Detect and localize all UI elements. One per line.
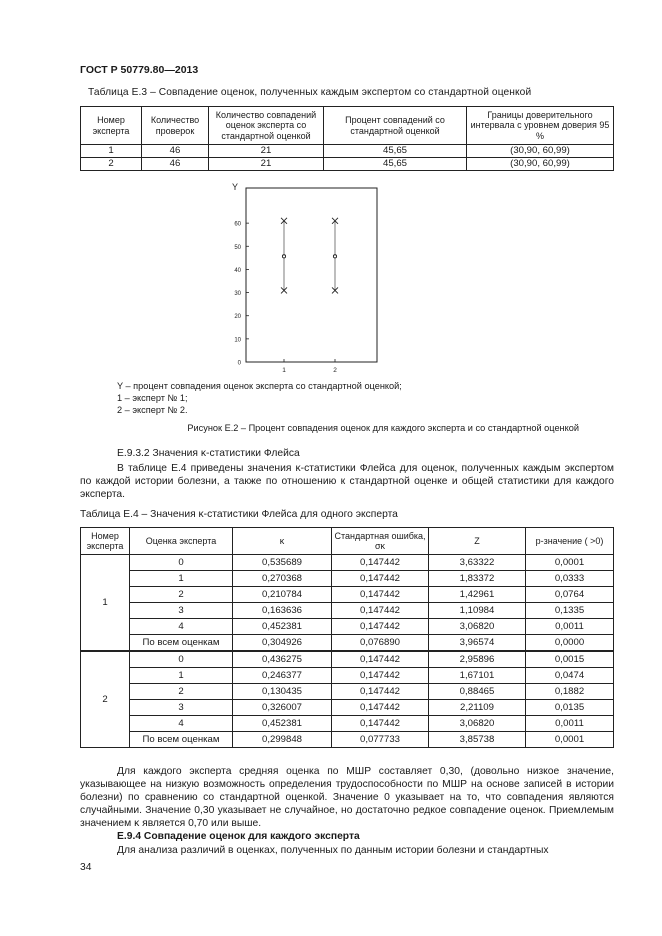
- estimate-point: [282, 255, 285, 258]
- table-e4: [80, 527, 614, 748]
- table-cell: 1,83372: [429, 571, 526, 587]
- table-cell: 21: [209, 158, 324, 171]
- table-cell: 0,0011: [526, 619, 614, 635]
- table-cell: 0,210784: [233, 587, 332, 603]
- y-tick-label: 40: [234, 267, 241, 274]
- table-row: [81, 571, 614, 587]
- section-title: Е.9.3.2 Значения κ-статистики Флейса: [117, 448, 300, 459]
- table-cell: 0,076890: [332, 635, 429, 652]
- table-cell: 0,0011: [526, 716, 614, 732]
- table-cell: 0,436275: [233, 651, 332, 668]
- table-header-cell: Количество совпадений оценок эксперта со стандартной оценкой: [209, 107, 324, 145]
- table-header-cell: Номер эксперта: [81, 107, 142, 145]
- table-cell: По всем оценкам: [130, 635, 233, 652]
- table-row: [81, 619, 614, 635]
- table-cell: 1: [130, 668, 233, 684]
- table-cell: 46: [142, 158, 209, 171]
- table-cell: 0,147442: [332, 571, 429, 587]
- table-row: [81, 684, 614, 700]
- table-cell: 46: [142, 145, 209, 158]
- y-tick-label: 60: [234, 221, 241, 228]
- table-header-cell: Количество проверок: [142, 107, 209, 145]
- table-row: [81, 603, 614, 619]
- figure-caption: Рисунок Е.2 – Процент совпадения оценок для каждого эксперта и со стандартной оценкой: [187, 423, 579, 433]
- document-header: ГОСТ Р 50779.80—2013: [80, 64, 199, 76]
- table-cell: 0,147442: [332, 587, 429, 603]
- table-cell: 4: [130, 716, 233, 732]
- table-row: [81, 145, 614, 158]
- table-cell: 0,452381: [233, 619, 332, 635]
- table-cell: 3,96574: [429, 635, 526, 652]
- table-header-cell: Z: [429, 528, 526, 555]
- table-row: [81, 158, 614, 171]
- table-cell: 0,1882: [526, 684, 614, 700]
- table-header-cell: Стандартная ошибка, σκ: [332, 528, 429, 555]
- table-cell: 1,67101: [429, 668, 526, 684]
- table-cell: 0,0333: [526, 571, 614, 587]
- table-header-cell: Границы доверительного интервала с уровнем доверия 95 %: [467, 107, 614, 145]
- table-cell: 2: [130, 684, 233, 700]
- table-cell: 1,42961: [429, 587, 526, 603]
- plot-frame: [246, 188, 377, 362]
- table-cell: 2: [81, 158, 142, 171]
- table-row: [81, 732, 614, 748]
- table-cell: По всем оценкам: [130, 732, 233, 748]
- table-row: [81, 668, 614, 684]
- y-tick-label: 20: [234, 314, 241, 321]
- table-cell: 45,65: [324, 158, 467, 171]
- table-cell: 3,06820: [429, 619, 526, 635]
- table-header-cell: Оценка эксперта: [130, 528, 233, 555]
- table-cell: 3,63322: [429, 555, 526, 571]
- table-cell: 1: [130, 571, 233, 587]
- table-row: [81, 716, 614, 732]
- table-cell: 0,246377: [233, 668, 332, 684]
- table-cell: 3,85738: [429, 732, 526, 748]
- table-row: [81, 587, 614, 603]
- table-cell: 3: [130, 700, 233, 716]
- table-cell: 0,0015: [526, 651, 614, 668]
- table-row: [81, 651, 614, 668]
- table-cell: 0,535689: [233, 555, 332, 571]
- table-cell: 2,21109: [429, 700, 526, 716]
- y-tick-label: 30: [234, 291, 241, 298]
- table-cell: 0,147442: [332, 716, 429, 732]
- table-cell: 0,130435: [233, 684, 332, 700]
- table-cell: 0,147442: [332, 684, 429, 700]
- table-cell: 0,147442: [332, 555, 429, 571]
- estimate-point: [333, 255, 336, 258]
- table-cell: 0,326007: [233, 700, 332, 716]
- table-cell: 0,0474: [526, 668, 614, 684]
- table-cell: 0,163636: [233, 603, 332, 619]
- paragraph: Для анализа различий в оценках, полученных по данным истории болезни и стандартных: [117, 845, 549, 856]
- table-row: [81, 635, 614, 652]
- y-axis-label: Y: [232, 182, 239, 192]
- y-tick-label: 10: [234, 337, 241, 344]
- table-cell: 21: [209, 145, 324, 158]
- table-e4-header-row: [81, 528, 614, 555]
- x-tick-label: 1: [282, 367, 286, 374]
- section-title: Е.9.4 Совпадение оценок для каждого эксперта: [117, 831, 360, 842]
- table-cell: 3,06820: [429, 716, 526, 732]
- figure-e2-chart: [222, 178, 382, 378]
- table-cell: 0,0001: [526, 555, 614, 571]
- table-cell: 0,299848: [233, 732, 332, 748]
- table-cell: 0,147442: [332, 700, 429, 716]
- table-cell: (30,90, 60,99): [467, 158, 614, 171]
- table-cell: 2: [130, 587, 233, 603]
- table-header-cell: Номер эксперта: [81, 528, 130, 555]
- table-cell: 0,147442: [332, 619, 429, 635]
- table-cell: 1: [81, 555, 130, 652]
- y-tick-label: 0: [237, 360, 241, 367]
- table-cell: 0,0001: [526, 732, 614, 748]
- page-number: 34: [80, 862, 92, 873]
- table-header-cell: κ: [233, 528, 332, 555]
- y-tick-label: 50: [234, 244, 241, 251]
- table-cell: 3: [130, 603, 233, 619]
- table-cell: 0: [130, 651, 233, 668]
- table-e3: [80, 106, 614, 171]
- table-header-cell: Процент совпадений со стандартной оценкой: [324, 107, 467, 145]
- table-cell: 1: [81, 145, 142, 158]
- table-cell: (30,90, 60,99): [467, 145, 614, 158]
- table-e4-caption: Таблица Е.4 – Значения κ-статистики Флейса для одного эксперта: [80, 509, 398, 520]
- legend-item: 1 – эксперт № 1;: [117, 393, 188, 403]
- table-row: [81, 555, 614, 571]
- table-row: [81, 700, 614, 716]
- table-cell: 0,077733: [332, 732, 429, 748]
- table-cell: 0,1335: [526, 603, 614, 619]
- table-cell: 2: [81, 651, 130, 748]
- table-cell: 0,147442: [332, 651, 429, 668]
- table-cell: 0,304926: [233, 635, 332, 652]
- table-cell: 2,95896: [429, 651, 526, 668]
- table-cell: 0: [130, 555, 233, 571]
- table-header-cell: p-значение ( >0): [526, 528, 614, 555]
- table-cell: 0,88465: [429, 684, 526, 700]
- table-cell: 0,0135: [526, 700, 614, 716]
- table-e3-header-row: [81, 107, 614, 145]
- table-cell: 45,65: [324, 145, 467, 158]
- legend-item: 2 – эксперт № 2.: [117, 405, 188, 415]
- table-cell: 1,10984: [429, 603, 526, 619]
- table-cell: 0,147442: [332, 668, 429, 684]
- table-cell: 0,0000: [526, 635, 614, 652]
- table-cell: 0,147442: [332, 603, 429, 619]
- table-cell: 0,270368: [233, 571, 332, 587]
- legend-item: Y – процент совпадения оценок эксперта со стандартной оценкой;: [117, 381, 402, 391]
- table-cell: 0,0764: [526, 587, 614, 603]
- table-cell: 0,452381: [233, 716, 332, 732]
- table-e3-caption: Таблица Е.3 – Совпадение оценок, полученных каждым экспертом со стандартной оценкой: [88, 87, 532, 98]
- table-cell: 4: [130, 619, 233, 635]
- paragraph: В таблице Е.4 приведены значения κ-статистики Флейса для оценок, полученных каждым экспертом по каждой истории болезни, а также по отношению к стандартной оценке и общей статистики для каждого эксперта.: [80, 463, 614, 500]
- x-tick-label: 2: [333, 367, 337, 374]
- paragraph: Для каждого эксперта средняя оценка по МШР составляет 0,30, (довольно низкое значение, указывающее на низкую возможность определения трудоспособности по МШР на основе записей в истории болезни) по сравнению со стандартной оценкой. Значение 0 указывает на то, что совпадения являются случайными. Значение 0,30 указывает не случайное, но достаточно редкое совпадение оценок. Приемлемым значением κ является 0,70 или выше.: [80, 766, 614, 829]
